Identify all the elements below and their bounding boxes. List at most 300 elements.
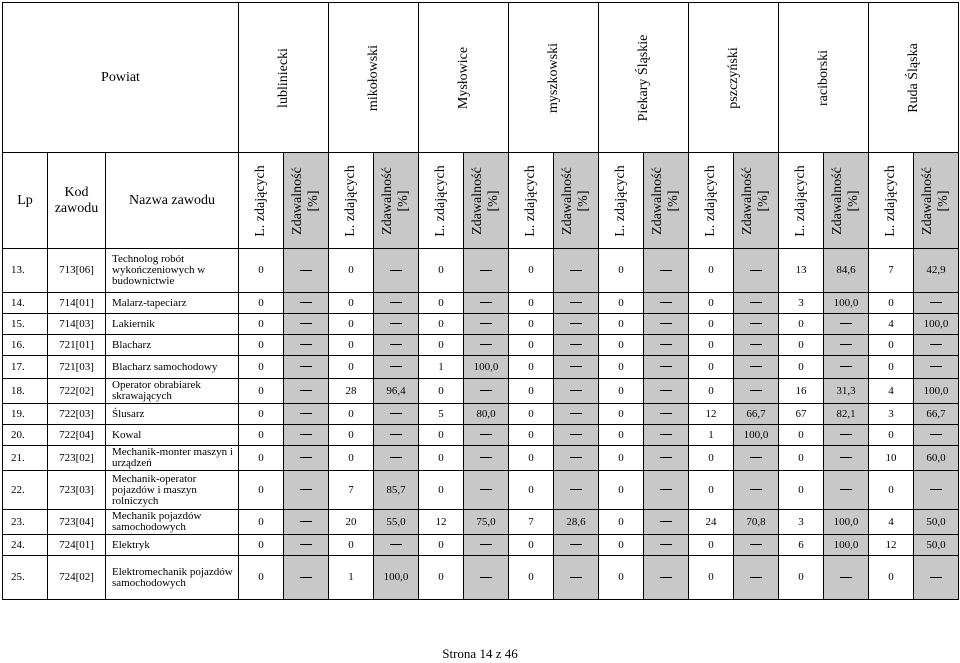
l-zdajacych-value: 0 <box>239 425 284 446</box>
column-label: L. zdających <box>793 164 808 237</box>
dash-mark <box>480 577 492 578</box>
dash-cell <box>644 314 689 335</box>
dash-cell <box>374 535 419 556</box>
dash-mark <box>570 366 582 367</box>
powiat-name: Mysłowice <box>455 46 471 109</box>
table-row <box>3 379 959 404</box>
l-zdajacych-header <box>509 153 554 249</box>
dash-mark <box>390 413 402 414</box>
l-zdajacych-value: 0 <box>599 471 644 510</box>
dash-cell <box>824 471 869 510</box>
dash-mark <box>660 390 672 391</box>
row-lp: 15. <box>3 314 48 335</box>
dash-cell <box>914 471 959 510</box>
row-name: Lakiernik <box>106 314 239 335</box>
dash-cell <box>464 379 509 404</box>
l-zdajacych-value: 1 <box>689 425 734 446</box>
powiat-name: Ruda Śląska <box>905 42 921 113</box>
l-zdajacych-value: 0 <box>509 425 554 446</box>
zdawalnosc-header <box>464 153 509 249</box>
zdawalnosc-value: 70,8 <box>734 510 779 535</box>
dash-mark <box>300 366 312 367</box>
row-lp: 18. <box>3 379 48 404</box>
dash-cell <box>554 335 599 356</box>
dash-mark <box>300 521 312 522</box>
column-label: L. zdających <box>433 164 448 237</box>
table-row <box>3 425 959 446</box>
l-zdajacych-value: 0 <box>779 471 824 510</box>
dash-mark <box>750 302 762 303</box>
l-zdajacych-value: 0 <box>329 314 374 335</box>
table-row <box>3 471 959 510</box>
row-kod: 723[03] <box>48 471 106 510</box>
dash-cell <box>644 425 689 446</box>
l-zdajacych-value: 0 <box>869 356 914 379</box>
l-zdajacych-header <box>419 153 464 249</box>
dash-cell <box>554 556 599 600</box>
zdawalnosc-value: 100,0 <box>914 314 959 335</box>
l-zdajacych-value: 0 <box>779 335 824 356</box>
l-zdajacych-value: 0 <box>869 471 914 510</box>
dash-cell <box>734 293 779 314</box>
powiat-name: raciborski <box>815 49 831 106</box>
table-row <box>3 356 959 379</box>
l-zdajacych-value: 0 <box>509 404 554 425</box>
dash-mark <box>480 457 492 458</box>
l-zdajacych-value: 0 <box>509 293 554 314</box>
zdawalnosc-value: 80,0 <box>464 404 509 425</box>
l-zdajacych-value: 0 <box>329 446 374 471</box>
l-zdajacych-value: 0 <box>599 379 644 404</box>
dash-mark <box>660 457 672 458</box>
zdawalnosc-value: 55,0 <box>374 510 419 535</box>
l-zdajacych-value: 0 <box>509 471 554 510</box>
dash-cell <box>554 446 599 471</box>
dash-cell <box>644 293 689 314</box>
dash-cell <box>464 425 509 446</box>
l-zdajacych-value: 0 <box>419 335 464 356</box>
dash-mark <box>660 521 672 522</box>
l-zdajacych-value: 0 <box>599 293 644 314</box>
dash-cell <box>824 335 869 356</box>
dash-mark <box>930 577 942 578</box>
dash-cell <box>464 293 509 314</box>
dash-mark <box>570 434 582 435</box>
dash-mark <box>570 489 582 490</box>
dash-cell <box>284 314 329 335</box>
powiat-header-cell <box>869 3 959 153</box>
column-label: Zdawalność [%] <box>470 166 501 235</box>
l-zdajacych-value: 0 <box>419 249 464 293</box>
dash-mark <box>300 390 312 391</box>
l-zdajacych-value: 0 <box>689 446 734 471</box>
column-label: Zdawalność [%] <box>380 166 411 235</box>
dash-cell <box>554 314 599 335</box>
dash-cell <box>374 314 419 335</box>
dash-cell <box>644 556 689 600</box>
row-name: Elektromechanik pojazdów samochodowych <box>106 556 239 600</box>
column-label: Zdawalność [%] <box>920 166 951 235</box>
dash-mark <box>750 366 762 367</box>
row-name: Blacharz samochodowy <box>106 356 239 379</box>
l-zdajacych-value: 0 <box>689 335 734 356</box>
dash-cell <box>734 471 779 510</box>
l-zdajacych-value: 0 <box>329 535 374 556</box>
l-zdajacych-value: 67 <box>779 404 824 425</box>
zdawalnosc-header <box>914 153 959 249</box>
row-kod: 721[01] <box>48 335 106 356</box>
dash-cell <box>554 293 599 314</box>
dash-mark <box>840 577 852 578</box>
l-zdajacych-value: 0 <box>509 535 554 556</box>
dash-cell <box>824 446 869 471</box>
dash-cell <box>734 249 779 293</box>
dash-mark <box>390 434 402 435</box>
l-zdajacych-value: 7 <box>329 471 374 510</box>
dash-cell <box>464 556 509 600</box>
column-label: L. zdających <box>703 164 718 237</box>
zdawalnosc-value: 31,3 <box>824 379 869 404</box>
dash-mark <box>750 390 762 391</box>
dash-cell <box>644 249 689 293</box>
zdawalnosc-value: 100,0 <box>824 510 869 535</box>
l-zdajacych-value: 0 <box>509 356 554 379</box>
powiat-header-cell <box>329 3 419 153</box>
l-zdajacych-value: 0 <box>239 404 284 425</box>
dash-mark <box>660 344 672 345</box>
l-zdajacych-value: 0 <box>599 314 644 335</box>
dash-cell <box>554 249 599 293</box>
dash-mark <box>300 323 312 324</box>
dash-cell <box>554 535 599 556</box>
dash-cell <box>824 556 869 600</box>
l-zdajacych-header <box>239 153 284 249</box>
l-zdajacych-value: 0 <box>329 425 374 446</box>
dash-mark <box>570 344 582 345</box>
zdawalnosc-value: 42,9 <box>914 249 959 293</box>
dash-cell <box>554 471 599 510</box>
dash-mark <box>840 489 852 490</box>
row-kod: 722[04] <box>48 425 106 446</box>
l-zdajacych-value: 6 <box>779 535 824 556</box>
l-zdajacych-value: 3 <box>779 293 824 314</box>
dash-cell <box>284 471 329 510</box>
dash-cell <box>914 356 959 379</box>
row-kod: 722[02] <box>48 379 106 404</box>
dash-mark <box>570 413 582 414</box>
dash-mark <box>300 457 312 458</box>
dash-cell <box>554 425 599 446</box>
l-zdajacych-value: 0 <box>239 379 284 404</box>
l-zdajacych-value: 0 <box>599 425 644 446</box>
l-zdajacych-header <box>599 153 644 249</box>
l-zdajacych-value: 0 <box>599 556 644 600</box>
dash-mark <box>480 390 492 391</box>
dash-cell <box>644 446 689 471</box>
row-lp: 19. <box>3 404 48 425</box>
row-name: Mechanik-operator pojazdów i maszyn rolniczych <box>106 471 239 510</box>
row-name: Kowal <box>106 425 239 446</box>
l-zdajacych-value: 0 <box>239 314 284 335</box>
dash-cell <box>734 379 779 404</box>
zdawalnosc-value: 100,0 <box>824 535 869 556</box>
dash-mark <box>660 413 672 414</box>
dash-mark <box>300 544 312 545</box>
l-zdajacych-value: 20 <box>329 510 374 535</box>
row-kod: 724[01] <box>48 535 106 556</box>
dash-cell <box>374 446 419 471</box>
l-zdajacych-value: 0 <box>239 556 284 600</box>
l-zdajacych-header <box>779 153 824 249</box>
dash-cell <box>374 425 419 446</box>
row-lp: 21. <box>3 446 48 471</box>
dash-cell <box>644 535 689 556</box>
l-zdajacych-value: 24 <box>689 510 734 535</box>
l-zdajacych-value: 12 <box>689 404 734 425</box>
powiat-name: lubliniecki <box>275 47 291 108</box>
zdawalnosc-value: 50,0 <box>914 510 959 535</box>
row-name: Malarz-tapeciarz <box>106 293 239 314</box>
dash-cell <box>284 425 329 446</box>
dash-mark <box>750 344 762 345</box>
dash-mark <box>840 344 852 345</box>
l-zdajacych-value: 0 <box>329 404 374 425</box>
zdawalnosc-header <box>284 153 329 249</box>
dash-cell <box>464 471 509 510</box>
column-label: L. zdających <box>613 164 628 237</box>
dash-mark <box>660 577 672 578</box>
powiat-header-cell <box>239 3 329 153</box>
l-zdajacych-value: 0 <box>689 293 734 314</box>
column-label: L. zdających <box>343 164 358 237</box>
l-zdajacych-value: 0 <box>239 335 284 356</box>
dash-cell <box>914 335 959 356</box>
column-label: L. zdających <box>253 164 268 237</box>
l-zdajacych-value: 0 <box>869 425 914 446</box>
l-zdajacych-value: 4 <box>869 510 914 535</box>
dash-mark <box>390 323 402 324</box>
row-name: Technolog robót wykończeniowych w budownictwie <box>106 249 239 293</box>
dash-cell <box>464 314 509 335</box>
l-zdajacych-value: 1 <box>419 356 464 379</box>
l-zdajacych-value: 0 <box>419 379 464 404</box>
column-label: Zdawalność [%] <box>650 166 681 235</box>
l-zdajacych-value: 0 <box>239 510 284 535</box>
l-zdajacych-value: 7 <box>509 510 554 535</box>
column-label: Zdawalność [%] <box>290 166 321 235</box>
row-lp: 16. <box>3 335 48 356</box>
dash-mark <box>570 457 582 458</box>
powiat-header: Powiat <box>3 3 239 153</box>
dash-cell <box>284 446 329 471</box>
l-zdajacych-value: 0 <box>869 556 914 600</box>
powiat-name: Piekary Śląskie <box>635 34 651 121</box>
l-zdajacych-value: 0 <box>689 314 734 335</box>
l-zdajacych-value: 12 <box>419 510 464 535</box>
column-label: Zdawalność [%] <box>830 166 861 235</box>
kod-header: Kod zawodu <box>48 153 106 249</box>
l-zdajacych-value: 0 <box>509 379 554 404</box>
dash-cell <box>644 471 689 510</box>
l-zdajacych-value: 0 <box>689 379 734 404</box>
row-name: Elektryk <box>106 535 239 556</box>
zdawalnosc-value: 84,6 <box>824 249 869 293</box>
powiat-header-cell <box>779 3 869 153</box>
l-zdajacych-value: 12 <box>869 535 914 556</box>
dash-mark <box>930 489 942 490</box>
powiat-header-cell <box>689 3 779 153</box>
dash-mark <box>930 302 942 303</box>
l-zdajacych-value: 4 <box>869 314 914 335</box>
dash-mark <box>840 323 852 324</box>
row-lp: 23. <box>3 510 48 535</box>
dash-mark <box>570 390 582 391</box>
l-zdajacych-value: 7 <box>869 249 914 293</box>
dash-mark <box>570 270 582 271</box>
dash-mark <box>390 344 402 345</box>
dash-mark <box>480 302 492 303</box>
l-zdajacych-value: 0 <box>419 314 464 335</box>
dash-mark <box>750 577 762 578</box>
l-zdajacych-value: 28 <box>329 379 374 404</box>
dash-mark <box>660 270 672 271</box>
dash-mark <box>300 302 312 303</box>
dash-mark <box>750 270 762 271</box>
l-zdajacych-value: 0 <box>419 471 464 510</box>
dash-mark <box>750 457 762 458</box>
table-row <box>3 556 959 600</box>
zdawalnosc-value: 82,1 <box>824 404 869 425</box>
dash-cell <box>284 556 329 600</box>
l-zdajacych-value: 0 <box>239 535 284 556</box>
l-zdajacych-value: 0 <box>689 471 734 510</box>
dash-cell <box>734 335 779 356</box>
row-kod: 713[06] <box>48 249 106 293</box>
dash-cell <box>734 556 779 600</box>
row-name: Mechanik pojazdów samochodowych <box>106 510 239 535</box>
dash-cell <box>824 356 869 379</box>
dash-cell <box>554 356 599 379</box>
dash-mark <box>570 323 582 324</box>
l-zdajacych-value: 5 <box>419 404 464 425</box>
table-row <box>3 293 959 314</box>
dash-cell <box>284 379 329 404</box>
dash-mark <box>300 413 312 414</box>
dash-mark <box>300 577 312 578</box>
dash-mark <box>480 489 492 490</box>
l-zdajacych-value: 0 <box>509 249 554 293</box>
dash-mark <box>750 489 762 490</box>
dash-cell <box>824 425 869 446</box>
dash-cell <box>914 425 959 446</box>
dash-cell <box>464 535 509 556</box>
dash-cell <box>464 335 509 356</box>
powiat-header-cell <box>419 3 509 153</box>
dash-mark <box>390 544 402 545</box>
l-zdajacych-value: 0 <box>419 556 464 600</box>
dash-cell <box>914 293 959 314</box>
page-number: Strona 14 z 46 <box>442 646 518 661</box>
l-zdajacych-value: 3 <box>869 404 914 425</box>
zdawalnosc-value: 100,0 <box>914 379 959 404</box>
row-kod: 723[04] <box>48 510 106 535</box>
l-zdajacych-value: 0 <box>509 314 554 335</box>
dash-cell <box>644 379 689 404</box>
zdawalnosc-value: 60,0 <box>914 446 959 471</box>
dash-mark <box>300 270 312 271</box>
zdawalnosc-value: 100,0 <box>824 293 869 314</box>
dash-cell <box>734 446 779 471</box>
dash-mark <box>390 457 402 458</box>
powiat-name: mikołowski <box>365 44 381 111</box>
row-kod: 714[01] <box>48 293 106 314</box>
dash-mark <box>840 434 852 435</box>
dash-mark <box>480 270 492 271</box>
l-zdajacych-value: 0 <box>329 293 374 314</box>
dash-cell <box>734 314 779 335</box>
l-zdajacych-value: 0 <box>329 249 374 293</box>
l-zdajacych-value: 0 <box>599 510 644 535</box>
dash-cell <box>914 556 959 600</box>
dash-mark <box>390 302 402 303</box>
table-row <box>3 314 959 335</box>
l-zdajacych-value: 13 <box>779 249 824 293</box>
dash-cell <box>284 535 329 556</box>
dash-mark <box>660 489 672 490</box>
zdawalnosc-value: 75,0 <box>464 510 509 535</box>
row-lp: 14. <box>3 293 48 314</box>
results-table <box>2 2 959 600</box>
l-zdajacych-value: 0 <box>599 535 644 556</box>
l-zdajacych-value: 0 <box>689 535 734 556</box>
l-zdajacych-value: 4 <box>869 379 914 404</box>
l-zdajacych-value: 0 <box>689 356 734 379</box>
dash-cell <box>374 249 419 293</box>
row-kod: 721[03] <box>48 356 106 379</box>
dash-mark <box>660 366 672 367</box>
zdawalnosc-value: 100,0 <box>734 425 779 446</box>
dash-cell <box>734 535 779 556</box>
column-label: Zdawalność [%] <box>740 166 771 235</box>
l-zdajacych-value: 0 <box>599 446 644 471</box>
zdawalnosc-value: 66,7 <box>734 404 779 425</box>
dash-mark <box>300 489 312 490</box>
dash-mark <box>570 577 582 578</box>
dash-cell <box>464 249 509 293</box>
l-zdajacych-value: 0 <box>239 249 284 293</box>
l-zdajacych-value: 0 <box>779 556 824 600</box>
row-kod: 714[03] <box>48 314 106 335</box>
dash-cell <box>284 404 329 425</box>
l-zdajacych-value: 0 <box>239 446 284 471</box>
dash-cell <box>644 510 689 535</box>
dash-cell <box>644 356 689 379</box>
l-zdajacych-header <box>329 153 374 249</box>
l-zdajacych-value: 3 <box>779 510 824 535</box>
l-zdajacych-value: 10 <box>869 446 914 471</box>
l-zdajacych-value: 0 <box>689 249 734 293</box>
row-name: Operator obrabiarek skrawających <box>106 379 239 404</box>
zdawalnosc-value: 96,4 <box>374 379 419 404</box>
dash-mark <box>750 323 762 324</box>
row-kod: 724[02] <box>48 556 106 600</box>
l-zdajacych-value: 0 <box>329 356 374 379</box>
l-zdajacych-value: 0 <box>689 556 734 600</box>
l-zdajacych-value: 0 <box>419 425 464 446</box>
row-name: Ślusarz <box>106 404 239 425</box>
l-zdajacych-value: 0 <box>419 446 464 471</box>
dash-mark <box>480 434 492 435</box>
